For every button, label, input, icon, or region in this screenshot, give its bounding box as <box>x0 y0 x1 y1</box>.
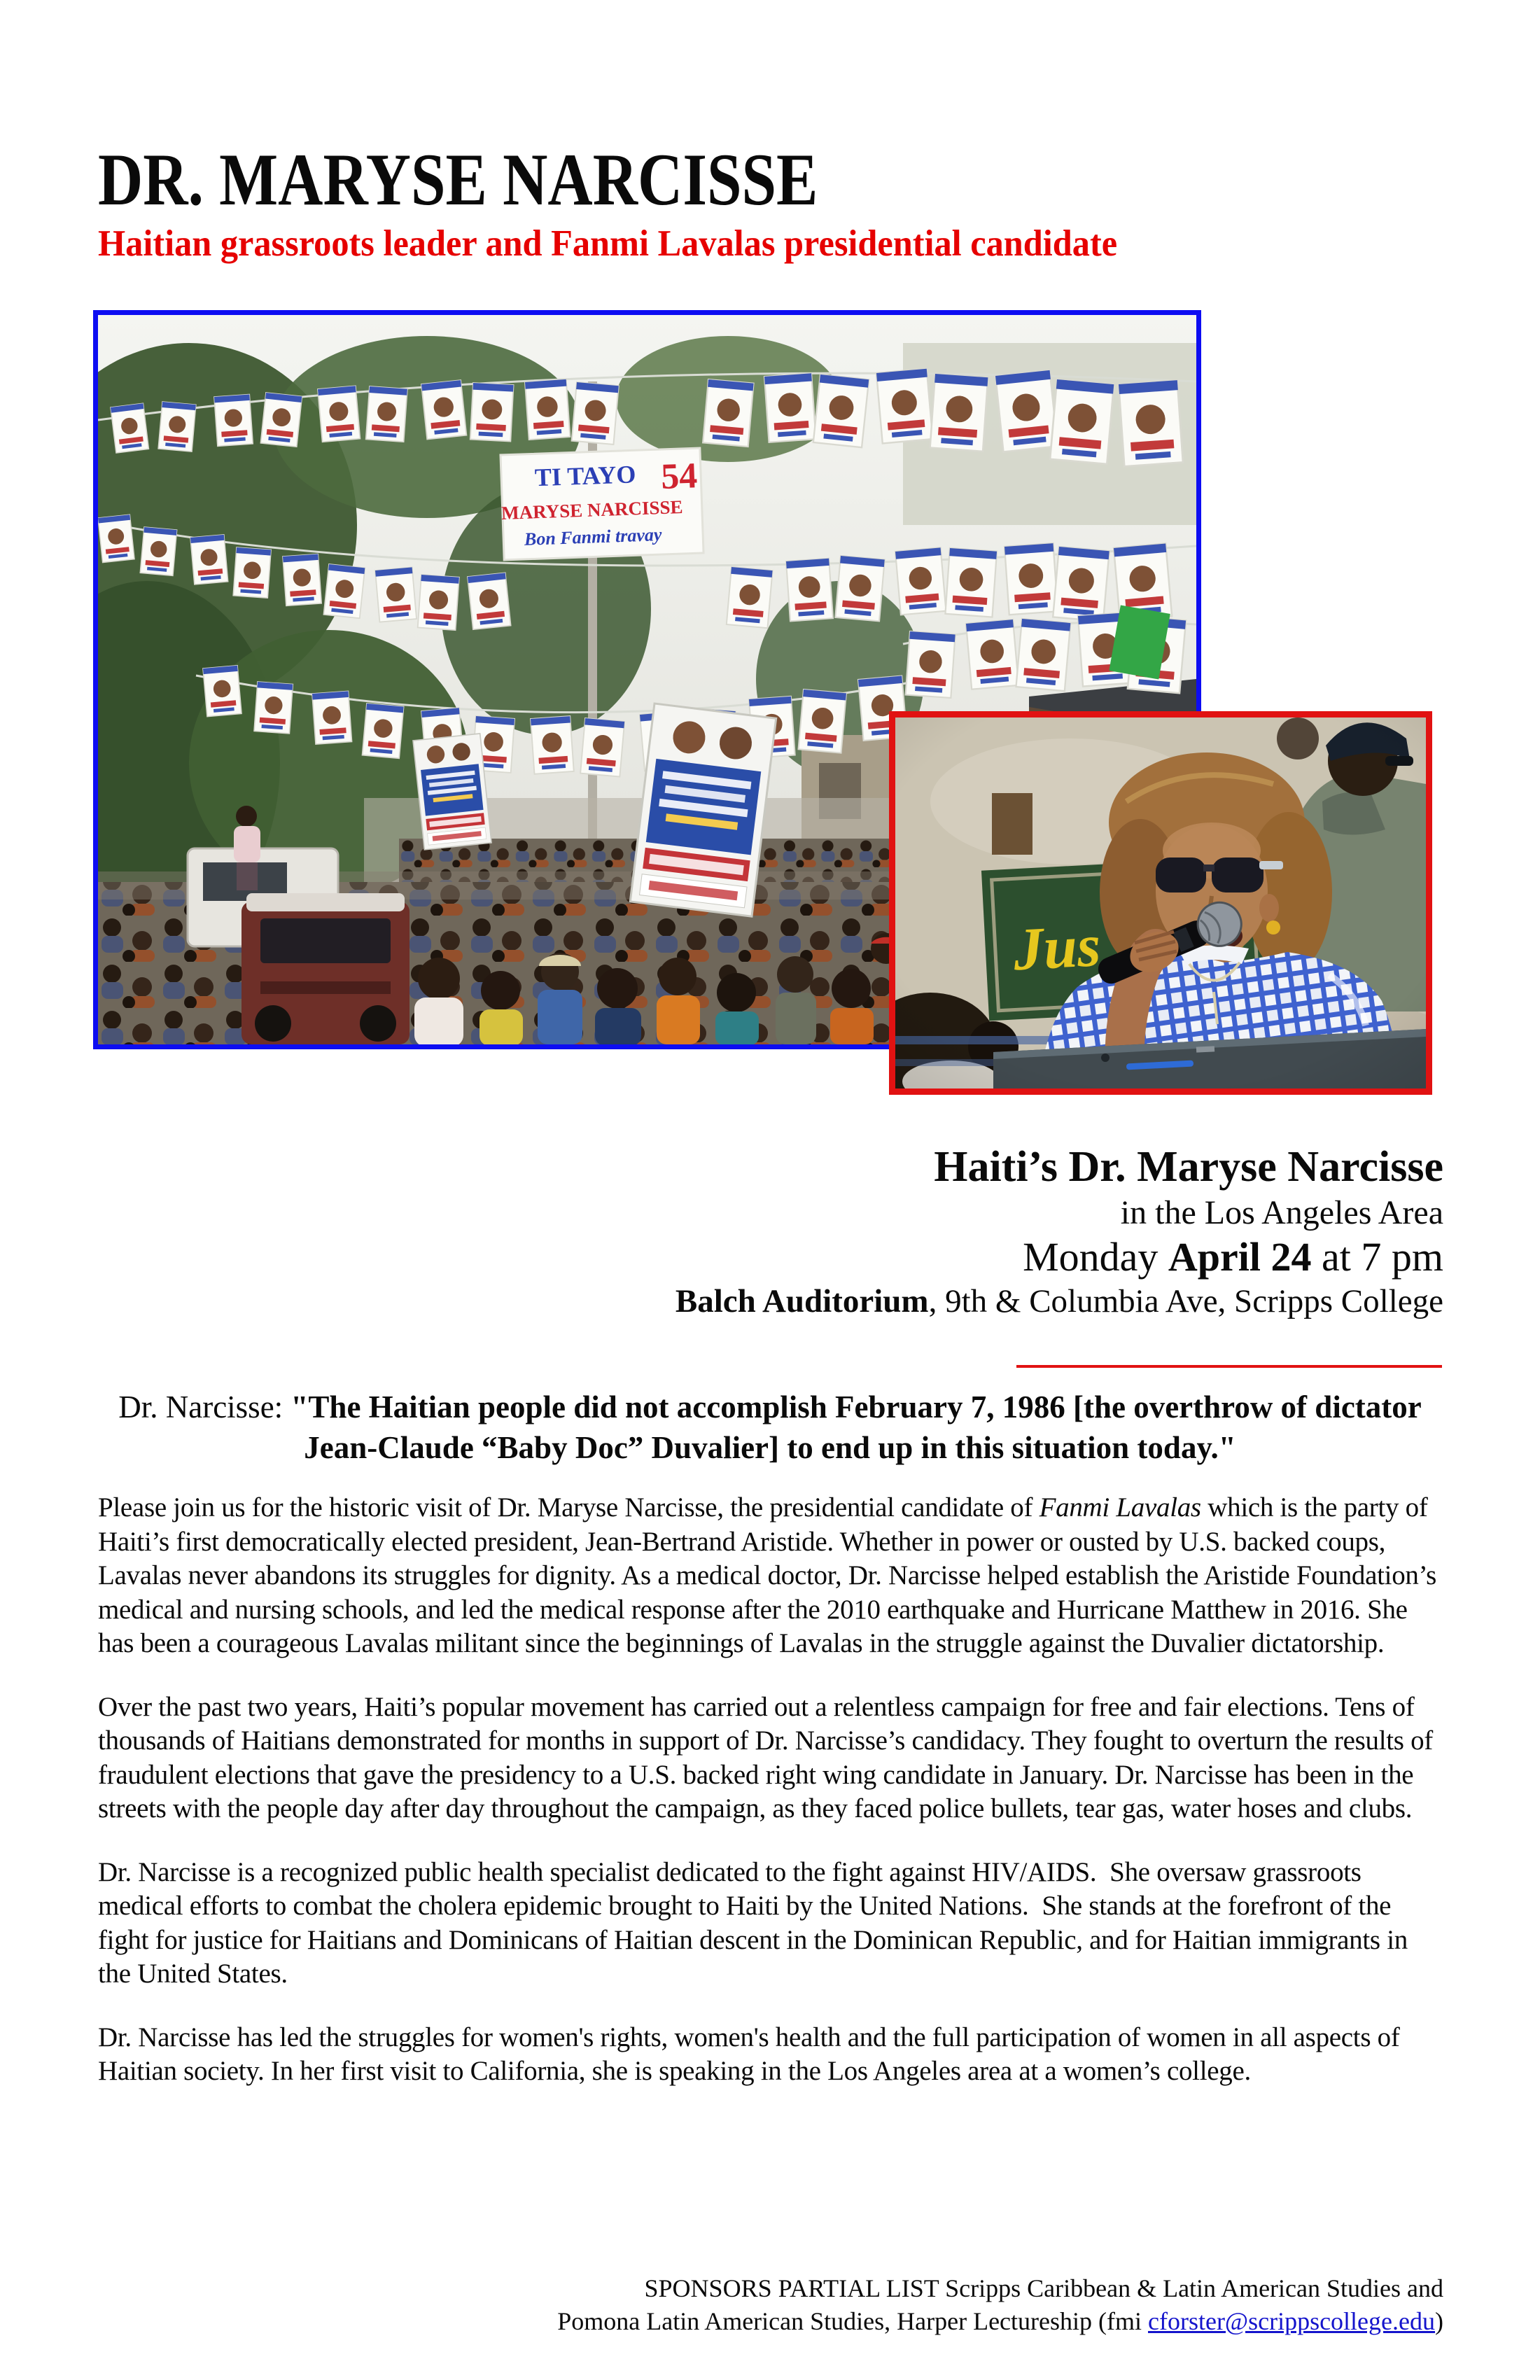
event-area-line: in the Los Angeles Area <box>1120 1194 1443 1231</box>
paragraph-2: Over the past two years, Haiti’s popular movement has carried out a relentless campaign for free and fair elections. Tens of thousands of Haitians demonstrated for months in support of Dr. Narcisse’s candidacy. They fought to overturn the results of fraudulent elections that gave the presidency to a U.S. backed right wing candidate in January. Dr. Narcisse has been in the streets with the people day after day throughout the campaign, as they faced police bullets, tear gas, water hoses and clubs. <box>98 1691 1433 1823</box>
pull-quote <box>97 1387 1443 1468</box>
sponsors-line-2-text: Pomona Latin American Studies, Harper Lectureship (fmi <box>557 2306 1148 2335</box>
speech-photo-canvas <box>895 718 1426 1088</box>
paragraph-4: Dr. Narcisse has led the struggles for women's rights, women's health and the full participation of women in all aspects of Haitian society. In her first visit to California, she is speaking in the Los Angeles area at a women’s college. <box>98 2022 1400 2086</box>
sponsors-footer <box>557 2272 1443 2338</box>
event-venue-line <box>676 1281 1443 1322</box>
event-details <box>676 1142 1443 1322</box>
event-address: , 9th & Columbia Ave, Scripps College <box>928 1282 1443 1320</box>
event-venue: Balch Auditorium <box>675 1282 929 1320</box>
banner-ballot-number: 54 <box>660 456 699 498</box>
event-headline: Haiti’s Dr. Maryse Narcisse <box>934 1143 1443 1191</box>
p1-after-italic: which is the party of Haiti’s first democratically elected president, Jean-Bertrand Aristide. Whether in power or ousted by U.S. backed coups, Lavalas never abandons its struggles for dignity. As a medical doctor, Dr. Narcisse helped establish the Aristide Foundation’s medical and nursing schools, and led the medical response after the 2010 earthquake and Hurricane Matthew in 2016. She has been a courageous Lavalas militant since the beginnings of Lavalas in the struggle against the Duvalier dictatorship. <box>98 1492 1437 1658</box>
page-title: DR. MARYSE NARCISSE <box>98 139 818 220</box>
sponsors-line-2 <box>557 2305 1443 2338</box>
quote-text: "The Haitian people did not accomplish February 7, 1986 [the overthrow of dictator Jean-Claude “Baby Doc” Duvalier] to end up in this situation today." <box>290 1390 1422 1465</box>
email-link[interactable]: cforster@scrippscollege.edu <box>1148 2306 1435 2335</box>
campaign-banner <box>499 448 704 560</box>
event-datetime-line <box>676 1233 1443 1281</box>
banner-line-1: TI TAYO <box>534 460 636 492</box>
event-date: April 24 <box>1168 1233 1312 1280</box>
narcisse-speaking-photo <box>889 711 1432 1095</box>
event-time: at 7 pm <box>1311 1233 1443 1280</box>
quote-attribution: Dr. Narcisse: <box>118 1390 291 1424</box>
event-day: Monday <box>1023 1233 1168 1280</box>
sponsors-line-2-close: ) <box>1435 2306 1443 2335</box>
sponsors-line-1: SPONSORS PARTIAL LIST Scripps Caribbean & Latin American Studies and <box>644 2274 1443 2302</box>
banner-line-3: Bon Fanmi travay <box>524 524 662 550</box>
page-subtitle: Haitian grassroots leader and Fanmi Lavalas presidential candidate <box>98 223 1118 264</box>
body-text <box>98 1491 1446 2118</box>
red-divider-line <box>1016 1365 1442 1368</box>
p1-before-italic: Please join us for the historic visit of Dr. Maryse Narcisse, the presidential candidate of <box>98 1492 1040 1522</box>
p1-italic-phrase: Fanmi Lavalas <box>1039 1492 1201 1522</box>
paragraph-3: Dr. Narcisse is a recognized public health specialist dedicated to the fight against HIV/AIDS. She oversaw grassroots medical efforts to combat the cholera epidemic brought to Haiti by the United Nations. She stands at the forefront of the fight for justice for Haitians and Dominicans of Haitian descent in the Dominican Republic, and for Haitian immigrants in the United States. <box>98 1856 1408 1989</box>
banner-line-2: MARYSE NARCISSE <box>500 496 683 524</box>
paragraph-1 <box>98 1491 1446 1661</box>
